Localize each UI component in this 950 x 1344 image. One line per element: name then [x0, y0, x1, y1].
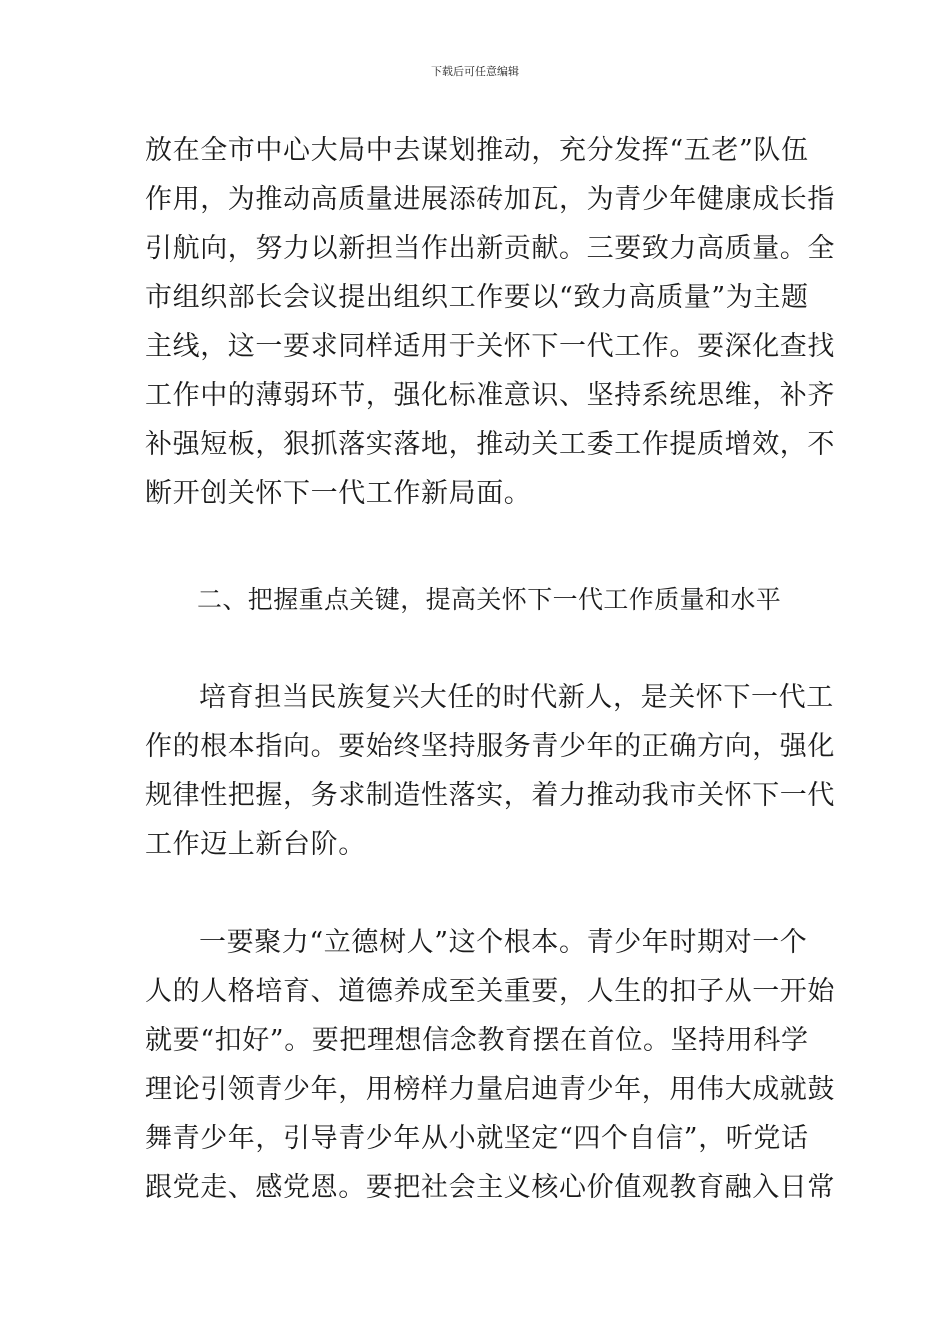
paragraph-line: 引航向，努力以新担当作出新贡献。三要致力高质量。全	[145, 233, 835, 264]
paragraph-line: 作用，为推动高质量进展添砖加瓦，为青少年健康成长指	[145, 184, 835, 215]
paragraph-line: 一要聚力“立德树人”这个根本。青少年时期对一个	[199, 927, 808, 958]
paragraph-3	[145, 918, 835, 1212]
paragraph-1	[145, 126, 835, 518]
paragraph-line: 工作中的薄弱环节，强化标准意识、坚持系统思维，补齐	[145, 380, 835, 411]
paragraph-line: 理论引领青少年，用榜样力量启迪青少年，用伟大成就鼓	[145, 1074, 835, 1105]
paragraph-line: 工作迈上新台阶。	[145, 829, 366, 860]
paragraph-line: 作的根本指向。要始终坚持服务青少年的正确方向，强化	[145, 731, 835, 762]
paragraph-line: 主线，这一要求同样适用于关怀下一代工作。要深化查找	[145, 331, 835, 362]
paragraph-line: 断开创关怀下一代工作新局面。	[145, 478, 532, 509]
paragraph-line: 放在全市中心大局中去谋划推动，充分发挥“五老”队伍	[145, 135, 809, 166]
paragraph-line: 人的人格培育、道德养成至关重要，人生的扣子从一开始	[145, 976, 835, 1007]
section-heading: 二、把握重点关键，提高关怀下一代工作质量和水平	[197, 585, 782, 614]
page-header-note: 下载后可任意编辑	[431, 65, 519, 78]
paragraph-line: 培育担当民族复兴大任的时代新人，是关怀下一代工	[199, 682, 834, 713]
paragraph-line: 就要“扣好”。要把理想信念教育摆在首位。坚持用科学	[145, 1025, 809, 1056]
paragraph-2	[145, 673, 835, 869]
paragraph-line: 规律性把握，务求制造性落实，着力推动我市关怀下一代	[145, 780, 835, 811]
paragraph-line: 舞青少年，引导青少年从小就坚定“四个自信”，听党话	[145, 1123, 809, 1154]
paragraph-line: 市组织部长会议提出组织工作要以“致力高质量”为主题	[145, 282, 809, 313]
paragraph-line: 补强短板，狠抓落实落地，推动关工委工作提质增效，不	[145, 429, 835, 460]
paragraph-line: 跟党走、感党恩。要把社会主义核心价值观教育融入日常	[145, 1172, 835, 1203]
